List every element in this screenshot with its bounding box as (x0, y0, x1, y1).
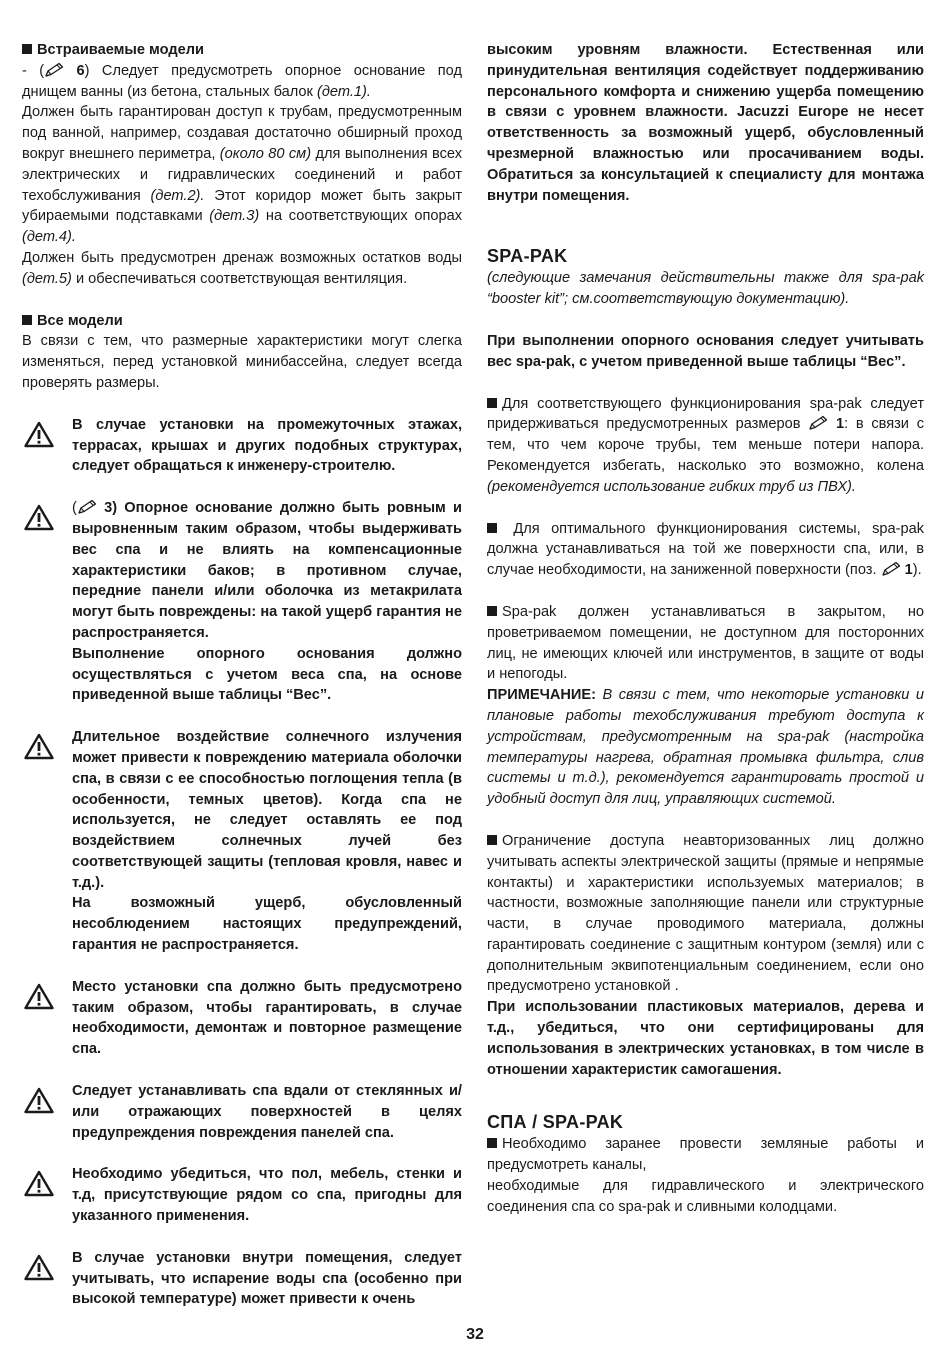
all-models-heading: Все модели (22, 311, 462, 332)
spa-pak-plastic-note: При использовании пластиковых материалов, дерева и т.д., убедиться, что они сертифицированы для использования в электрических установках, в том числе в отношении характеристик самогашения. (487, 999, 924, 1078)
warning-block-7 (22, 1248, 462, 1310)
warning-text: Необходимо убедиться, что пол, мебель, стенки и т.д, присутствующие рядом со спа, пригодны для указанного применения. (72, 1166, 462, 1225)
warning-block-5 (22, 1081, 462, 1143)
warning-block-2 (22, 498, 462, 706)
square-bullet-icon (487, 523, 497, 533)
right-column (487, 40, 924, 1218)
spa-pak-note-paragraph: ПРИМЕЧАНИЕ: В связи с тем, что некоторые установки и плановые работы техобслуживания требуют доступа к устройствам, предусмотренным на spa-pak (настройка температуры нагрева, обратная промывка фильтра, слив системы и т.д.), рекомендуется гарантировать простой и удобный доступ для лиц, управляющих системой. (487, 687, 924, 808)
pencil-icon (77, 499, 97, 515)
pencil-icon (808, 415, 828, 431)
warning-text-continued: высоким уровням влажности. Естественная или принудительная вентиляция содействует поддерживанию персонального комфорта и снижению ущерба помещению в связи с уровнем влажности. Jacuzzi Europe не несет ответственность за возможный ущерб, обусловленный чрезмерной влажностью или просачиванием воды. Обратиться за консультацией к специалисту для монтажа внутри помещения. (487, 42, 924, 204)
warning-text: ( 3) Опорное основание должно быть ровным и выровненным таким образом, чтобы выдерживать вес спа и не влиять на компенсационные характеристики баков; в противном случае, передние панели и/или оболочка из метакрилата могут быть повреждены: на такой ущерб гарантия не распространяется. (72, 500, 463, 641)
built-in-paragraph-2: Должен быть гарантирован доступ к трубам, предусмотренным под ванной, например, создавая достаточно обширный проход вокруг внешнего периметра, (около 80 см) для выполнения всех электрических и гидравлических соединений и работ техобслуживания (дет.2). Этот коридор может быть закрыт убираемыми подставками (дет.3) на соответствующих опорах (дет.4). (22, 104, 463, 246)
square-bullet-icon (487, 835, 497, 845)
pencil-icon (44, 62, 64, 78)
spa-pak-weight-note: При выполнении опорного основания следует учитывать вес spa-pak, с учетом приведенной выше таблицы “Вес”. (487, 332, 924, 370)
square-bullet-icon (487, 1138, 497, 1148)
spa-pak-paragraph-1: Для соответствующего функционирования spa-pak следует придерживаться предусмотренных размеров 1: в связи с тем, что чем короче трубы, тем меньше потери напора. Рекомендуется избегать, насколько это возможно, колена (рекомендуется использование гибких труб из ПВХ). (487, 395, 924, 495)
warning-text: В случае установки внутри помещения, следует учитывать, что испарение воды спа (особенно при высокой температуре) может привести к очень (72, 1249, 462, 1308)
built-in-heading: Встраиваемые модели (22, 40, 462, 61)
warning-text: В случае установки на промежуточных этажах, террасах, крышах и других подобных структурах, следует обращаться к инженеру-строителю. (72, 416, 462, 475)
pencil-icon (881, 561, 901, 577)
spa-section-heading: СПА / SPA-PAK (487, 1112, 624, 1133)
spa-pak-heading: SPA-PAK (487, 246, 568, 267)
square-bullet-icon (487, 398, 497, 408)
warning-triangle-icon (24, 1170, 54, 1197)
warning-triangle-icon (24, 983, 54, 1010)
all-models-text: В связи с тем, что размерные характеристики могут слегка изменяться, перед установкой минибассейна, следует всегда проверять размеры. (22, 333, 462, 391)
left-column (22, 40, 462, 1310)
square-bullet-icon (22, 44, 32, 54)
warning-block-4 (22, 977, 462, 1060)
warning-block-1 (22, 415, 462, 477)
warning-block-3 (22, 727, 462, 956)
warning-triangle-icon (24, 1087, 54, 1114)
spa-pak-note: (следующие замечания действительны также для spa-pak “booster kit”; см.соответствующую документацию). (487, 270, 924, 308)
warning-triangle-icon (24, 504, 54, 531)
warning-block-6 (22, 1164, 462, 1226)
built-in-paragraph-1: - ( 6) Следует предусмотреть опорное основание под днищем ванны (из бетона, стальных балок (дет.1). (22, 62, 462, 100)
spa-paragraph-1: Необходимо заранее провести земляные работы и предусмотреть каналы, (487, 1136, 924, 1174)
warning-triangle-icon (24, 1254, 54, 1281)
spa-pak-paragraph-3: Spa-pak должен устанавливаться в закрытом, но проветриваемом помещении, не доступном для посторонних лиц, не имеющих ключей или инструментов, в защите от воды и непогоды. (487, 603, 924, 683)
spa-paragraph-2: необходимые для гидравлического и электрического соединения спа со spa-pak и сливными колодцами. (487, 1178, 924, 1215)
square-bullet-icon (22, 315, 32, 325)
warning-triangle-icon (24, 421, 54, 448)
warning-text: Следует устанавливать спа вдали от стеклянных и/или отражающих поверхностей в целях предупреждения повреждения панелей спа. (72, 1083, 462, 1141)
spa-pak-paragraph-4: Ограничение доступа неавторизованных лиц должно учитывать аспекты электрической защиты (прямые и непрямые контакты) и характеристики используемых материалов; в частности, возможные заполняющие панели или структурные части, в случае проводимого материала, должны гарантировать соединение с защитным контуром (земля) или с дополнительным эквипотенциальным соединением, если оно предусмотрено установкой . (487, 832, 924, 995)
warning-text-continued: На возможный ущерб, обусловленный несоблюдением настоящих предупреждений, гарантия не распространяется. (72, 895, 462, 954)
built-in-paragraph-3: Должен быть предусмотрен дренаж возможных остатков воды (дет.5) и обеспечиваться соответствующая вентиляция. (22, 249, 462, 287)
spa-pak-paragraph-2: Для оптимального функционирования системы, spa-pak должна устанавливаться на той же поверхности спа, или, в случае необходимости, на заниженной поверхности (поз. 1). (487, 520, 924, 579)
square-bullet-icon (487, 606, 497, 616)
warning-triangle-icon (24, 733, 54, 760)
page-number: 32 (466, 1326, 484, 1343)
warning-text-continued: Выполнение опорного основания должно осуществляться с учетом веса спа, на основе приведенной выше таблицы “Вес”. (72, 645, 462, 704)
warning-text: Место установки спа должно быть предусмотрено таким образом, чтобы гарантировать, в случае необходимости, демонтаж и повторное размещение спа. (72, 978, 462, 1058)
note-label: ПРИМЕЧАНИЕ: (487, 687, 597, 704)
warning-text: Длительное воздействие солнечного излучения может привести к повреждению материала оболочки спа, в связи с ее способностью поглощения тепла (в особенности, темных цветов). Когда спа не используется, не следует оставлять ее под воздействием солнечных лучей без соответствующей защиты (тепловая кровля, навес и т.д.). (72, 729, 462, 891)
